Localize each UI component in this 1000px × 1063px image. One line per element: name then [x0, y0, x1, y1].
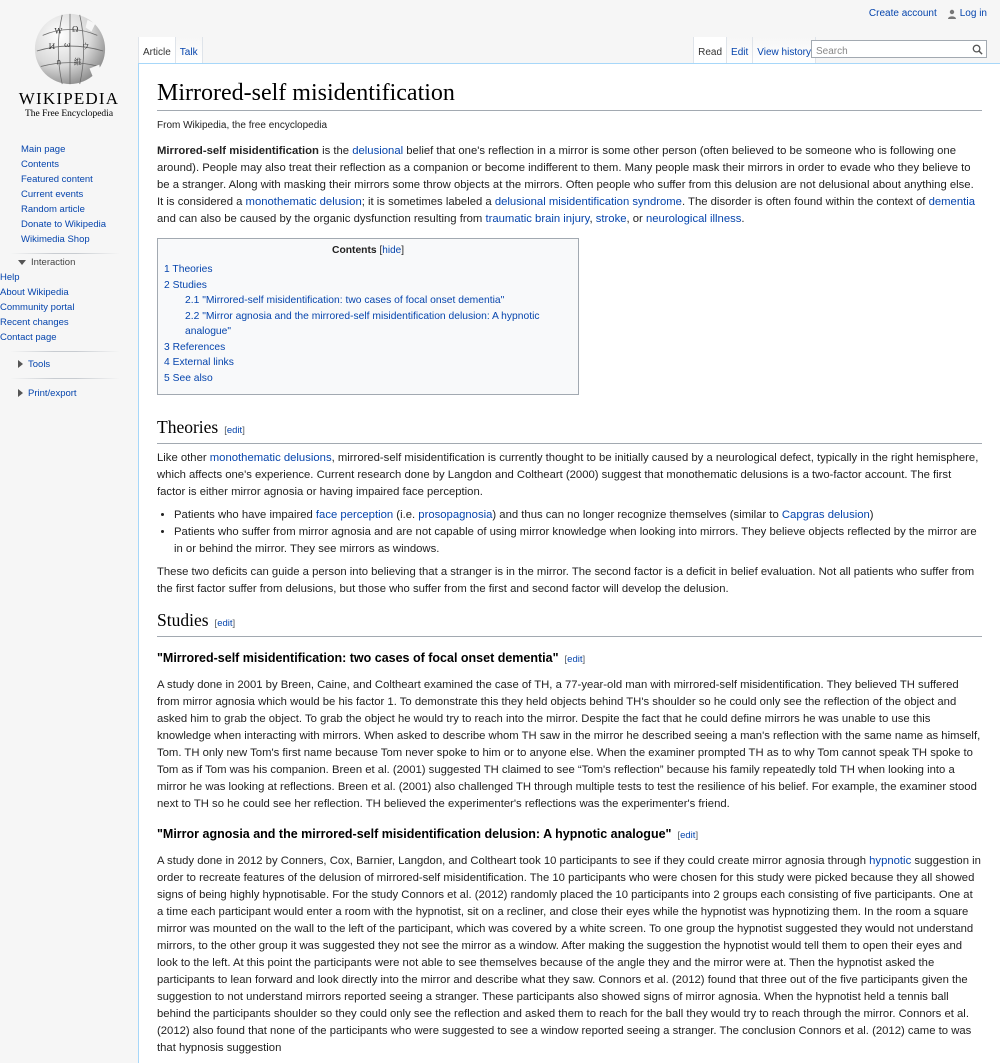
subsection-heading-study-2: "Mirror agnosia and the mirrored-self misidentification delusion: A hypnotic analogue" [edit] — [157, 827, 699, 841]
portal-print-header[interactable] — [0, 385, 138, 401]
view-tabs — [693, 37, 816, 63]
article-content — [138, 63, 1000, 1063]
theories-paragraph: Like other monothematic delusions, mirrored-self misidentification is currently thought to be initially caused by a neurological defect, typically in the right hemisphere, which affects one's experience. Current research done by Langdon and Coltheart (2000) suggest that monothematic delusions is a two-factor account. The first factor is either mirror agnosia or having impaired face perception. — [157, 452, 979, 498]
portal-interaction-label: Interaction — [31, 256, 76, 268]
tab-article[interactable]: Article — [138, 37, 175, 63]
nav-donate[interactable]: Donate to Wikipedia — [21, 219, 107, 230]
tab-view-history[interactable]: View history — [752, 37, 816, 63]
collapse-arrow-icon — [18, 260, 26, 265]
edit-section-link[interactable]: edit — [217, 618, 233, 629]
personal-tools — [869, 8, 987, 19]
portal-tools — [0, 351, 138, 372]
svg-text:Ω: Ω — [71, 24, 79, 34]
nav-about[interactable]: About Wikipedia — [0, 287, 69, 298]
nav-featured-content[interactable]: Featured content — [21, 174, 93, 185]
link-monothematic-delusions[interactable]: monothematic delusions — [209, 452, 332, 464]
link-face-perception[interactable]: face perception — [315, 509, 394, 521]
wikipedia-logo[interactable] — [0, 0, 138, 130]
tab-talk[interactable]: Talk — [175, 37, 203, 63]
nav-contents[interactable]: Contents — [21, 159, 60, 170]
svg-text:維: 維 — [73, 57, 82, 67]
nav-main-page[interactable]: Main page — [21, 144, 66, 155]
user-icon — [947, 9, 957, 19]
svg-text:W: W — [54, 26, 63, 36]
edit-section-link[interactable]: edit — [226, 425, 243, 436]
search-box — [811, 40, 987, 58]
link-neurological-illness[interactable]: neurological illness — [645, 213, 742, 225]
link-dementia[interactable]: dementia — [928, 196, 976, 208]
portal-print-label: Print/export — [28, 387, 77, 399]
portal-interaction-header[interactable] — [0, 254, 138, 270]
main-navigation — [0, 142, 138, 247]
table-of-contents — [157, 238, 579, 395]
link-stroke[interactable]: stroke — [595, 213, 627, 225]
theories-paragraph-2: These two deficits can guide a person into believing that a stranger is in the mirror. The second factor is a deficit in belief evaluation. Not all patients who suffer from the first factor suffer from delusions, but those who suffer from the first and second factor will develop the delusion. — [157, 566, 975, 595]
link-monothematic-delusion[interactable]: monothematic delusion — [245, 196, 362, 208]
svg-text:ก: ก — [56, 57, 62, 67]
nav-contact-page[interactable]: Contact page — [0, 332, 57, 343]
tab-read[interactable]: Read — [693, 37, 726, 63]
section-heading-theories: Theories [edit] — [157, 415, 982, 444]
page-title: Mirrored-self misidentification — [157, 78, 982, 111]
svg-text:И: И — [48, 42, 56, 51]
site-subtitle: From Wikipedia, the free encyclopedia — [157, 120, 328, 131]
link-delusional-misidentification-syndrome[interactable]: delusional misidentification syndrome — [494, 196, 682, 208]
toc-item[interactable]: 1 Theories — [164, 264, 213, 275]
svg-text:ω: ω — [64, 40, 71, 50]
nav-help[interactable]: Help — [0, 272, 20, 283]
link-traumatic-brain-injury[interactable]: traumatic brain injury — [485, 213, 590, 225]
list-item: • Patients who have impaired face perception (i.e. prosopagnosia) and thus can no longer recognize themselves (similar to Capgras delusion) — [174, 507, 982, 524]
toc-item[interactable]: 5 See also — [164, 372, 213, 384]
wikipedia-globe-icon — [31, 10, 109, 88]
nav-recent-changes[interactable]: Recent changes — [0, 317, 69, 328]
edit-section-link[interactable]: edit — [567, 654, 583, 665]
search-icon[interactable] — [972, 44, 983, 55]
link-delusional[interactable]: delusional — [352, 145, 404, 157]
list-item: • Patients who suffer from mirror agnosia and are not capable of using mirror knowledge when looking into mirrors. They believe objects reflected by the mirror are in or behind the mirror. They see mirrors as windows. — [174, 524, 982, 558]
toc-item[interactable]: 4 External links — [164, 357, 234, 368]
nav-random-article[interactable]: Random article — [21, 204, 85, 215]
nav-current-events[interactable]: Current events — [21, 189, 84, 200]
toc-item[interactable]: 2 Studies — [164, 279, 207, 291]
portal-tools-label: Tools — [28, 358, 51, 370]
link-hypnotic[interactable]: hypnotic — [869, 855, 912, 867]
search-input[interactable] — [812, 44, 970, 60]
expand-arrow-icon — [18, 389, 23, 397]
expand-arrow-icon — [18, 360, 23, 368]
section-heading-studies: Studies [edit] — [157, 608, 982, 637]
subsection-heading-study-1: "Mirrored-self misidentification: two cases of focal onset dementia" [edit] — [157, 651, 586, 665]
edit-section-link[interactable]: edit — [680, 830, 696, 841]
intro-paragraph: Mirrored-self misidentification is the delusional belief that one's reflection in a mirror is some other person (often believed to be someone who is following one around). People may also treat their reflection as a companion or become indifferent to them. Many people mask their mirrors in order to evade who they believe to be a stranger. Along with masking their mirrors some throw objects at the mirrors. Often people who suffer from this delusion are not delusional about anything else. It is considered a monothematic delusion; it is sometimes labeled a delusional misidentification syndrome. The disorder is often found within the context of dementia and can also be caused by the organic dysfunction resulting from traumatic brain injury, stroke, or neurological illness. — [157, 145, 976, 225]
namespace-tabs — [138, 37, 203, 63]
nav-community-portal[interactable]: Community portal — [0, 302, 75, 313]
tab-edit[interactable]: Edit — [726, 37, 752, 63]
theories-list — [157, 507, 982, 558]
svg-text:ウ: ウ — [81, 42, 90, 51]
wikipedia-wordmark: WIKIPEDIA — [18, 89, 120, 108]
wikipedia-tagline: The Free Encyclopedia — [24, 109, 114, 119]
left-sidebar — [0, 135, 138, 401]
portal-interaction — [0, 253, 138, 345]
toc-item[interactable]: 2.1 "Mirrored-self misidentification: two cases of focal onset dementia" — [185, 295, 505, 306]
study-2-paragraph: A study done in 2012 by Conners, Cox, Barnier, Langdon, and Coltheart took 10 participants to see if they could create mirror agnosia through hypnotic suggestion in order to recreate features of the delusion of mirrored-self misidentification. The 10 participants who were chosen for this study were picked because they all showed signs of being highly hypnotisable. For the study Connors et al. (2012) randomly placed the 10 participants into 2 groups each consisting of five participants. One at a time each participant would enter a room with the hypnotist, sit on a recliner, and close their eyes while the hypnotist was hypnotizing them. In the room a square mirror was mounted on the wall to the left of the participant, which was covered by a white screen. To one group the hypnotist suggested they would not understand mirrors, to the other group it was suggested they not see the mirror as a window. After making the suggestion the hypnotist would tell them to open their eyes and look to the left. At this point the participants were not able to see themselves because of the angle they and the mirror were at. Then the hypnotist asked the participants to lean forward and look directly into the mirror and describe what they saw. Connors et al. (2012) found that three out of the five participants given the suggestion to not understand mirrors reported seeing a stranger. These participants also showed signs of mirror agnosia. When the hypnotist held a tennis ball behind the participants shoulder so they could only see the reflection and asked them to reach for the ball they would try to reach through the mirror. Connors et al. (2012) also found that none of the participants who were suggested to see a window reported seeing a stranger. The conclusion Connors et al. (2012) came to was that hypnosis suggestion — [157, 855, 981, 1054]
nav-wikimedia-shop[interactable]: Wikimedia Shop — [21, 234, 90, 245]
study-1-paragraph: A study done in 2001 by Breen, Caine, and Coltheart examined the case of TH, a 77-year-old man with mirrored-self misidentification. They believed TH suffered from mirror agnosia which would be his factor 1. To demonstrate this they held objects behind TH's shoulder so he could only see the reflection of the object and asked him to grab the object. To grab the object he would try to reach into the mirror. Despite the fact that he could define mirrors he was unable to use this knowledge when interacting with mirrors. When asked to describe whom TH saw in the mirror he described seeing a man's reflection with the same name as himself, Tom. TH only new Tom's first name because Tom never spoke to him or to anyone else. When the examiner prompted TH as to why Tom cannot speak TH spoke to Tom as if Tom was his companion. Breen et al. (2001) suggested TH claimed to see “Tom's reflection” because his family repeatedly told TH when looking into a mirror he was looking at reflections. Breen et al. (2001) also challenged TH through multiple tests to test the resilience of his belief. For example, the examiner stood next to TH so he could see her reflection. TH believed the experimenter's reflections was the experimenter's friend. — [157, 679, 981, 810]
link-prosopagnosia[interactable]: prosopagnosia — [418, 509, 493, 521]
toc-title: Contents [hide] — [332, 245, 404, 256]
portal-tools-header[interactable] — [0, 356, 138, 372]
portal-print — [0, 378, 138, 401]
login-item[interactable] — [947, 8, 987, 19]
log-in-link[interactable]: Log in — [959, 8, 987, 19]
create-account-link[interactable]: Create account — [868, 8, 937, 19]
toc-item[interactable]: 2.2 "Mirror agnosia and the mirrored-self misidentification delusion: A hypnotic analogue" — [185, 310, 540, 337]
link-capgras-delusion[interactable]: Capgras delusion — [781, 509, 870, 521]
toc-hide-link[interactable]: hide — [382, 245, 402, 256]
toc-item[interactable]: 3 References — [164, 341, 226, 353]
